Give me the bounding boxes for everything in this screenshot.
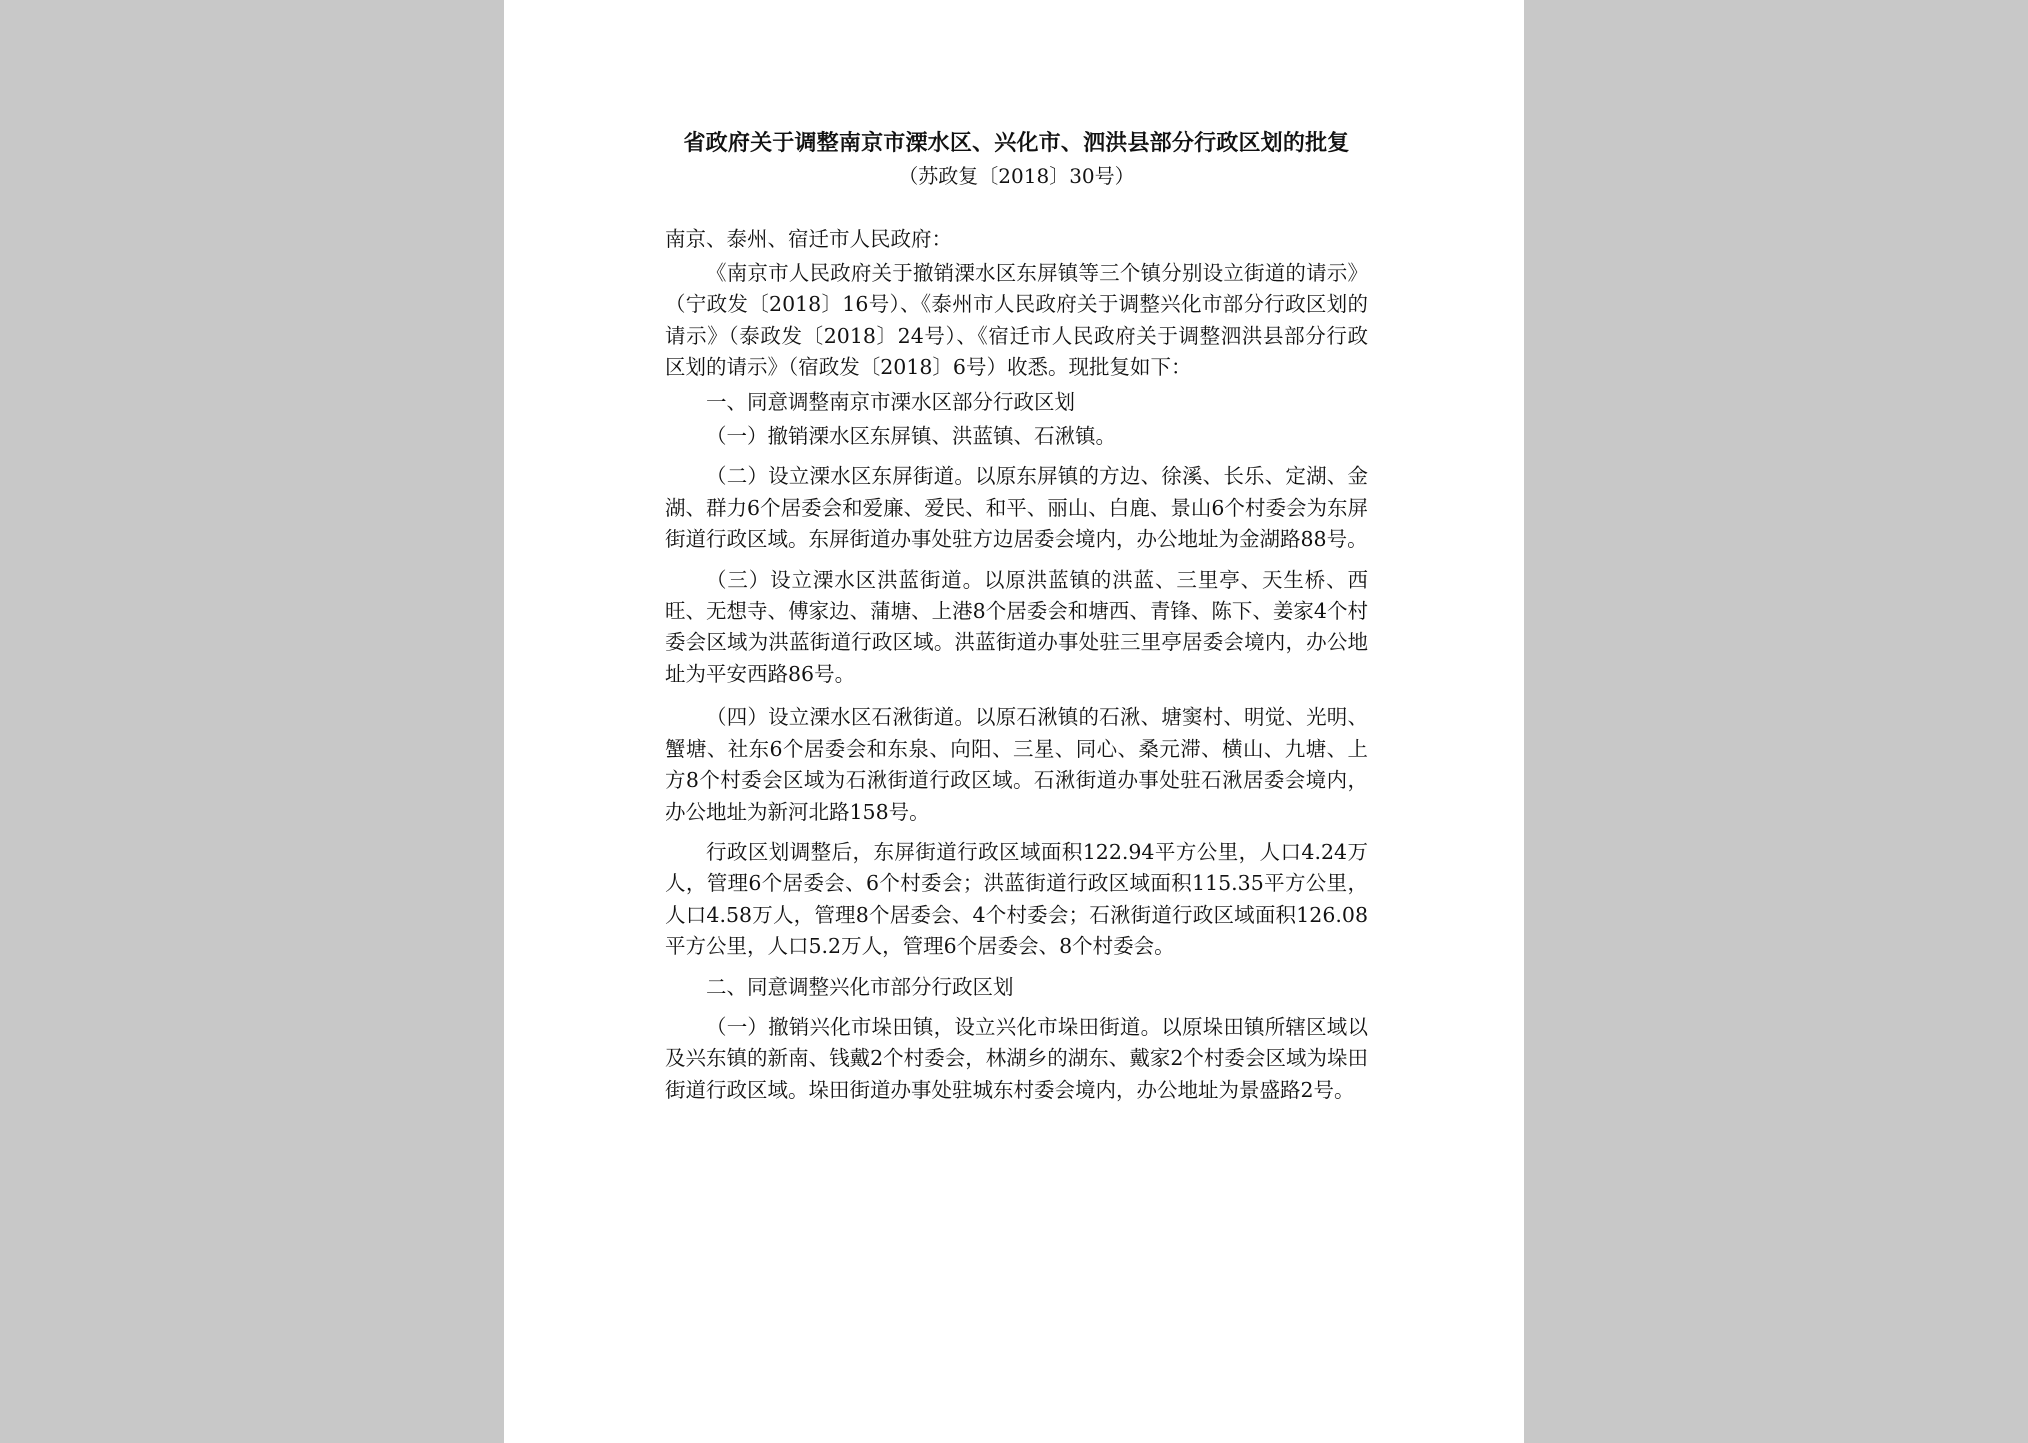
document-number: （苏政复〔2018〕30号） xyxy=(898,164,1135,188)
document-page xyxy=(504,0,1524,1443)
document-title: 省政府关于调整南京市溧水区、兴化市、泗洪县部分行政区划的批复 xyxy=(683,131,1350,156)
section-heading-1: 一、同意调整南京市溧水区部分行政区划 xyxy=(706,389,1075,414)
paragraph-summary-1: 行政区划调整后，东屏街道行政区域面积122.94平方公里，人口4.24万人，管理6个居委会、6个村委会；洪蓝街道行政区域面积115.35平方公里，人口4.58万人，管理8个居委会、4个村委会；石湫街道行政区域面积126.08平方公里，人口5.2万人，管理6个居委会、8个村委会。 xyxy=(665,839,1368,959)
paragraph-item-1-1: （一）撤销溧水区东屏镇、洪蓝镇、石湫镇。 xyxy=(706,424,1116,449)
section-heading-2: 二、同意调整兴化市部分行政区划 xyxy=(706,974,1014,999)
paragraph-item-1-2: （二）设立溧水区东屏街道。以原东屏镇的方边、徐溪、长乐、定湖、金湖、群力6个居委会和爱廉、爱民、和平、丽山、白鹿、景山6个村委会为东屏街道行政区域。东屏街道办事处驻方边居委会境内，办公地址为金湖路88号。 xyxy=(665,464,1368,552)
paragraph-item-2-1: （一）撤销兴化市垛田镇，设立兴化市垛田街道。以原垛田镇所辖区域以及兴东镇的新南、钱戴2个村委会，林湖乡的湖东、戴家2个村委会区域为垛田街道行政区域。垛田街道办事处驻城东村委会境内，办公地址为景盛路2号。 xyxy=(665,1014,1368,1102)
paragraph-item-1-4: （四）设立溧水区石湫街道。以原石湫镇的石湫、塘窦村、明觉、光明、蟹塘、社东6个居委会和东泉、向阳、三星、同心、桑元滞、横山、九塘、上方8个村委会区域为石湫街道行政区域。石湫街道办事处驻石湫居委会境内，办公地址为新河北路158号。 xyxy=(665,705,1368,824)
paragraph-item-1-3: （三）设立溧水区洪蓝街道。以原洪蓝镇的洪蓝、三里亭、天生桥、西旺、无想寺、傅家边、蒲塘、上港8个居委会和塘西、青锋、陈下、姜家4个村委会区域为洪蓝街道行政区域。洪蓝街道办事处驻三里亭居委会境内，办公地址为平安西路86号。 xyxy=(665,567,1368,686)
intro-paragraph: 《南京市人民政府关于撤销溧水区东屏镇等三个镇分别设立街道的请示》（宁政发〔2018〕16号）、《泰州市人民政府关于调整兴化市部分行政区划的请示》（泰政发〔2018〕24号）、《宿迁市人民政府关于调整泗洪县部分行政区划的请示》（宿政发〔2018〕6号）收悉。现批复如下： xyxy=(665,261,1368,380)
recipient-line: 南京、泰州、宿迁市人民政府： xyxy=(665,227,952,251)
